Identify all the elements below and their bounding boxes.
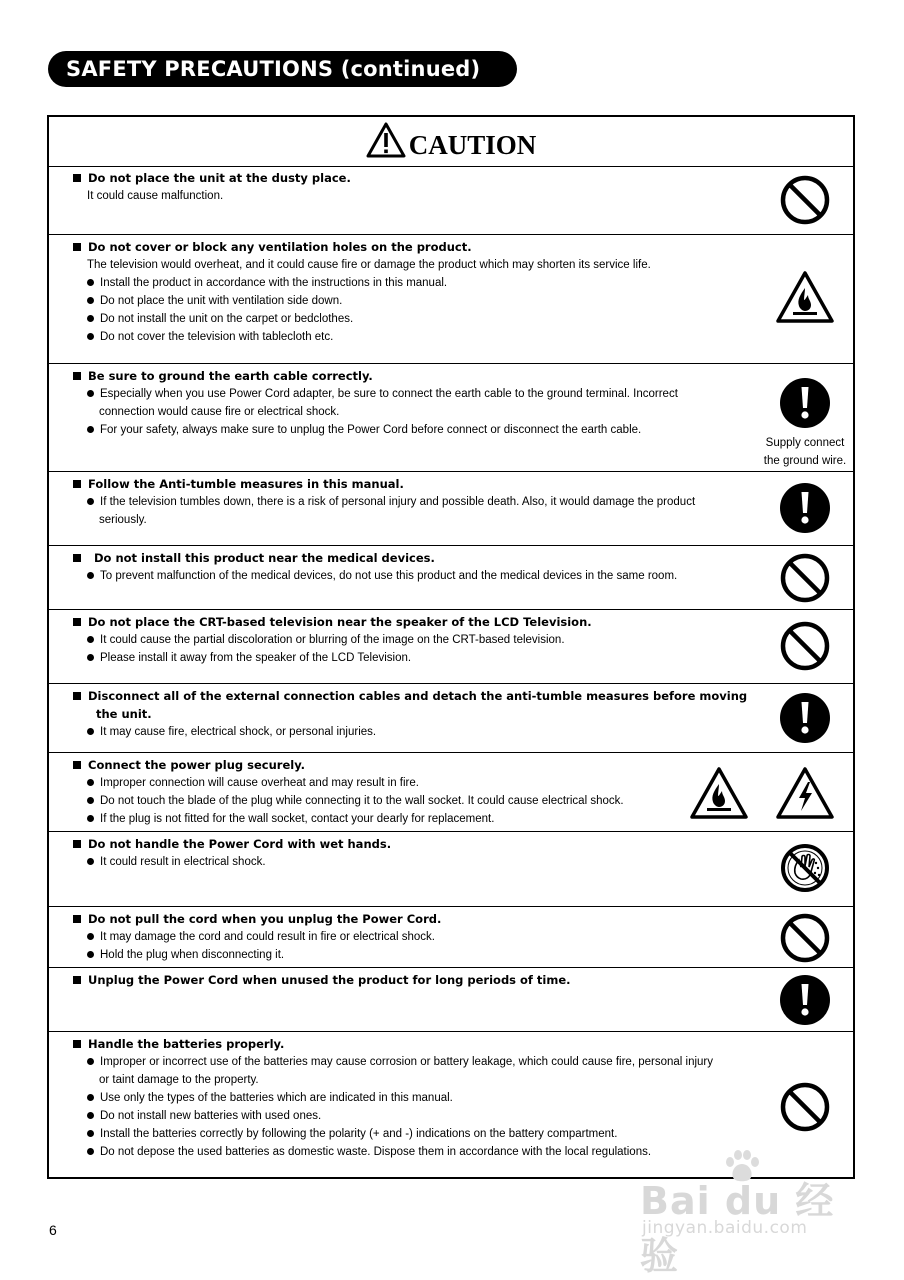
caution-triangle-icon (366, 122, 406, 158)
row-description: The television would overheat, and it could cause fire or damage the product which may shorten its service life. (87, 259, 651, 271)
mandatory-icon (780, 975, 830, 1025)
watermark-url: jingyan.baidu.com (642, 1218, 808, 1238)
prohibition-icon (780, 621, 830, 671)
precaution-ventilation: Do not cover or block any ventilation holes on the product. The television would overheat, and it could cause fire or damage the product which may shorten its service life. Install the product in accordance with the instructions in this manual. Do not place the unit with ventilation side down. Do not install the unit on the carpet or bedclothes. Do not cover the television with tablecloth etc. (49, 235, 853, 364)
prohibition-icon (780, 913, 830, 963)
row-title: Be sure to ground the earth cable correctly. (88, 369, 373, 383)
prohibition-icon (780, 1082, 830, 1132)
precaution-batteries: Handle the batteries properly. Improper or incorrect use of the batteries may cause corrosion or battery leakage, which could cause fire, personal injury or taint damage to the property. Use only the types of the batteries which are indicated in this manual. Do not install new batteries with used ones. Install the batteries correctly by following the polarity (+ and -) indications on the battery compartment. Do not depose the used batteries as domestic waste. Dispose them in accordance with the local regulations. (49, 1032, 853, 1177)
fire-warning-icon (775, 270, 835, 324)
bullet-continuation: or taint damage to the property. (99, 1074, 259, 1086)
electric-shock-warning-icon (775, 766, 835, 820)
ground-note: Supply connect (765, 437, 845, 449)
fire-warning-icon (689, 766, 749, 820)
row-title: Do not place the CRT-based television near the speaker of the LCD Television. (88, 615, 592, 629)
watermark-logo: Bai du 经验 (640, 1179, 835, 1278)
bullet-continuation: connection would cause fire or electrical shock. (99, 406, 340, 418)
row-title: Follow the Anti-tumble measures in this manual. (88, 477, 404, 491)
row-description: It could cause malfunction. (87, 190, 224, 202)
caution-label: CAUTION (408, 130, 537, 160)
section-title: SAFETY PRECAUTIONS (continued) (48, 51, 517, 87)
precaution-disconnect-cables: Disconnect all of the external connection cables and detach the anti-tumble measures before moving the unit. It may cause fire, electrical shock, or personal injuries. (49, 684, 853, 753)
baidu-watermark (640, 1150, 850, 1278)
row-title: Do not install this product near the medical devices. (94, 551, 435, 565)
prohibition-icon (780, 175, 830, 225)
mandatory-icon (780, 483, 830, 533)
precaution-medical-devices: Do not install this product near the medical devices. To prevent malfunction of the medical devices, do not use this product and the medical devices in the same room. (49, 546, 853, 610)
mandatory-icon (780, 378, 830, 428)
prohibition-icon (780, 553, 830, 603)
precaution-dusty-place (49, 166, 853, 235)
mandatory-icon (780, 693, 830, 743)
row-title: Handle the batteries properly. (88, 1037, 285, 1051)
row-title: Connect the power plug securely. (88, 758, 306, 772)
bullet-continuation: seriously. (99, 514, 147, 526)
row-title: Do not handle the Power Cord with wet hands. (88, 837, 392, 851)
row-title: Do not pull the cord when you unplug the Power Cord. (88, 912, 442, 926)
page-number: 6 (49, 1222, 57, 1238)
row-title: Do not place the unit at the dusty place. (88, 171, 351, 185)
precaution-ground-cable: Be sure to ground the earth cable correctly. Especially when you use Power Cord adapter, be sure to connect the earth cable to the ground terminal. Incorrect connection would cause fire or electrical shock. For your safety, always make sure to unplug the Power Cord before connect or disconnect the earth cable. Supply connect the ground wire. (49, 364, 853, 472)
caution-box (47, 115, 855, 1179)
precaution-wet-hands: Do not handle the Power Cord with wet hands. It could result in electrical shock. (49, 832, 853, 907)
row-title: Unplug the Power Cord when unused the product for long periods of time. (88, 973, 571, 987)
caution-heading (49, 117, 853, 167)
precaution-unplug-unused (49, 968, 853, 1032)
row-title-continuation: the unit. (96, 707, 152, 721)
precaution-crt-television: Do not place the CRT-based television near the speaker of the LCD Television. It could cause the partial discoloration or blurring of the image on the CRT-based television. Please install it away from the speaker of the LCD Television. (49, 610, 853, 684)
ground-note: the ground wire. (763, 455, 847, 467)
no-wet-hands-icon (780, 843, 830, 893)
row-title: Do not cover or block any ventilation holes on the product. (88, 240, 472, 254)
precaution-anti-tumble: Follow the Anti-tumble measures in this manual. If the television tumbles down, there is a risk of personal injury and possible death. Also, it would damage the product seriously. (49, 472, 853, 546)
precaution-power-plug: Connect the power plug securely. Improper connection will cause overheat and may result in fire. Do not touch the blade of the plug while connecting it to the wall socket. It could cause electrical shock. If the plug is not fitted for the wall socket, contact your dearly for replacement. (49, 753, 853, 832)
precaution-pull-cord: Do not pull the cord when you unplug the Power Cord. It may damage the cord and could result in fire or electrical shock. Hold the plug when disconnecting it. (49, 907, 853, 968)
row-title: Disconnect all of the external connection cables and detach the anti-tumble measures before moving (88, 689, 748, 703)
